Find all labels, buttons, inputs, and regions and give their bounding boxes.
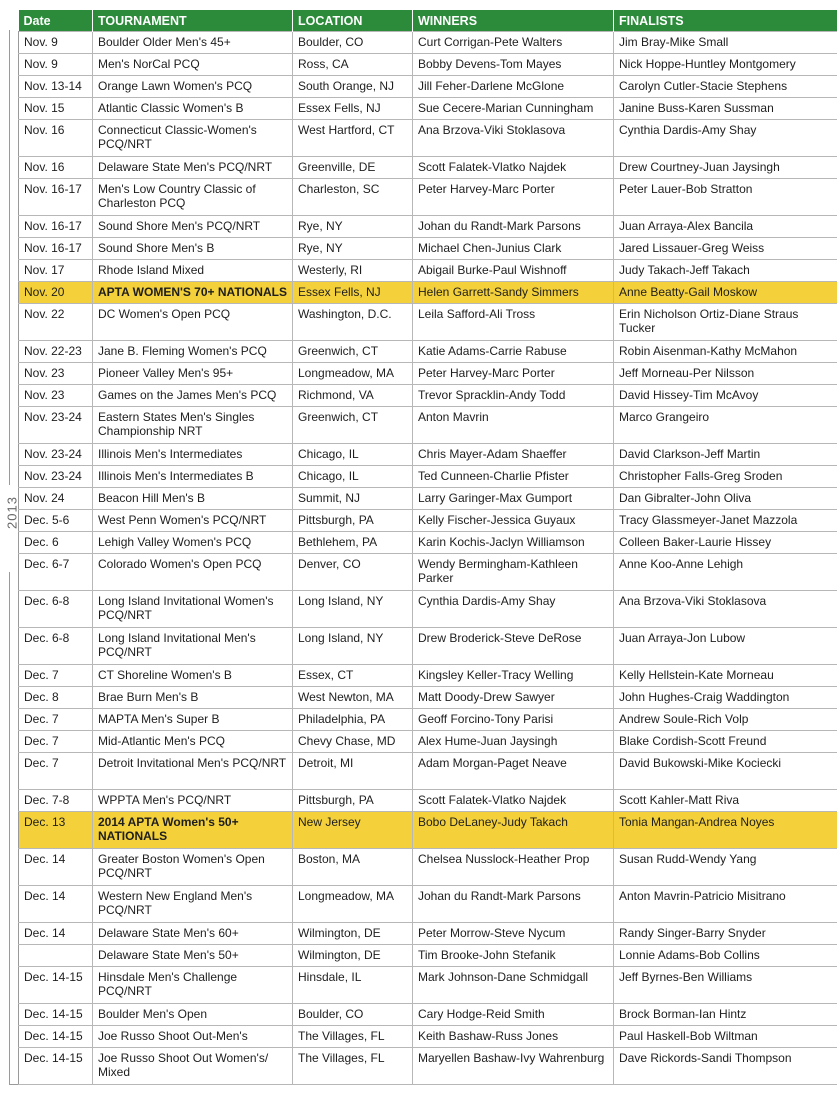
cell-tournament: Long Island Invitational Men's PCQ/NRT: [93, 628, 293, 665]
cell-tournament: Eastern States Men's Singles Championship NRT: [93, 407, 293, 444]
table-row: [19, 554, 837, 591]
cell-date: [19, 945, 93, 967]
cell-finalists: Cynthia Dardis-Amy Shay: [614, 120, 837, 157]
cell-location: Summit, NJ: [293, 488, 413, 510]
cell-location: Ross, CA: [293, 54, 413, 76]
cell-winners: Matt Doody-Drew Sawyer: [413, 687, 614, 709]
cell-winners: Sue Cecere-Marian Cunningham: [413, 98, 614, 120]
table-header-row: [19, 10, 837, 32]
cell-tournament: Atlantic Classic Women's B: [93, 98, 293, 120]
cell-date: Nov. 15: [19, 98, 93, 120]
cell-location: Essex Fells, NJ: [293, 282, 413, 304]
cell-date: Nov. 23: [19, 363, 93, 385]
cell-date: Dec. 7-8: [19, 790, 93, 812]
table-row: [19, 687, 837, 709]
cell-date: Nov. 16: [19, 157, 93, 179]
cell-winners: Abigail Burke-Paul Wishnoff: [413, 260, 614, 282]
table-row: [19, 510, 837, 532]
cell-winners: Wendy Bermingham-Kathleen Parker: [413, 554, 614, 591]
table-row: [19, 260, 837, 282]
table-row: [19, 341, 837, 363]
cell-finalists: Judy Takach-Jeff Takach: [614, 260, 837, 282]
cell-finalists: Jared Lissauer-Greg Weiss: [614, 238, 837, 260]
cell-winners: Johan du Randt-Mark Parsons: [413, 886, 614, 923]
cell-location: Westerly, RI: [293, 260, 413, 282]
cell-location: Chicago, IL: [293, 466, 413, 488]
cell-location: Richmond, VA: [293, 385, 413, 407]
cell-tournament: Detroit Invitational Men's PCQ/NRT: [93, 753, 293, 790]
cell-tournament: Men's Low Country Classic of Charleston PCQ: [93, 179, 293, 216]
cell-finalists: Jeff Byrnes-Ben Williams: [614, 967, 837, 1004]
table-row: [19, 304, 837, 341]
cell-finalists: Christopher Falls-Greg Sroden: [614, 466, 837, 488]
cell-date: Nov. 22: [19, 304, 93, 341]
cell-location: Denver, CO: [293, 554, 413, 591]
cell-tournament: Western New England Men's PCQ/NRT: [93, 886, 293, 923]
cell-date: Nov. 16-17: [19, 238, 93, 260]
cell-tournament: Delaware State Men's 50+: [93, 945, 293, 967]
table-row: [19, 1048, 837, 1085]
cell-location: Pittsburgh, PA: [293, 510, 413, 532]
cell-winners: Johan du Randt-Mark Parsons: [413, 216, 614, 238]
cell-winners: Kingsley Keller-Tracy Welling: [413, 665, 614, 687]
cell-date: Dec. 14: [19, 923, 93, 945]
cell-location: Pittsburgh, PA: [293, 790, 413, 812]
cell-date: Nov. 23-24: [19, 444, 93, 466]
cell-winners: Tim Brooke-John Stefanik: [413, 945, 614, 967]
cell-tournament: Illinois Men's Intermediates B: [93, 466, 293, 488]
cell-winners: Scott Falatek-Vlatko Najdek: [413, 790, 614, 812]
cell-date: Nov. 16-17: [19, 216, 93, 238]
table-row: [19, 385, 837, 407]
cell-date: Dec. 6-8: [19, 628, 93, 665]
cell-finalists: Marco Grangeiro: [614, 407, 837, 444]
cell-location: South Orange, NJ: [293, 76, 413, 98]
cell-finalists: Brock Borman-Ian Hintz: [614, 1004, 837, 1026]
cell-location: Chevy Chase, MD: [293, 731, 413, 753]
cell-tournament: Mid-Atlantic Men's PCQ: [93, 731, 293, 753]
table-row: [19, 753, 837, 790]
cell-tournament: Lehigh Valley Women's PCQ: [93, 532, 293, 554]
cell-tournament: CT Shoreline Women's B: [93, 665, 293, 687]
cell-tournament: Hinsdale Men's Challenge PCQ/NRT: [93, 967, 293, 1004]
table-row: [19, 923, 837, 945]
cell-finalists: Dave Rickords-Sandi Thompson: [614, 1048, 837, 1085]
cell-winners: Ana Brzova-Viki Stoklasova: [413, 120, 614, 157]
cell-finalists: David Bukowski-Mike Kociecki: [614, 753, 837, 790]
cell-date: Nov. 13-14: [19, 76, 93, 98]
table-row: [19, 32, 837, 54]
cell-tournament: Long Island Invitational Women's PCQ/NRT: [93, 591, 293, 628]
cell-finalists: David Hissey-Tim McAvoy: [614, 385, 837, 407]
cell-winners: Anton Mavrin: [413, 407, 614, 444]
cell-winners: Bobby Devens-Tom Mayes: [413, 54, 614, 76]
cell-finalists: Blake Cordish-Scott Freund: [614, 731, 837, 753]
table-row: [19, 591, 837, 628]
cell-date: Dec. 6-8: [19, 591, 93, 628]
table-row: [19, 849, 837, 886]
header-date: Date: [19, 10, 93, 32]
cell-location: Charleston, SC: [293, 179, 413, 216]
cell-location: Greenville, DE: [293, 157, 413, 179]
table-row: [19, 363, 837, 385]
table-row: [19, 945, 837, 967]
cell-tournament: Greater Boston Women's Open PCQ/NRT: [93, 849, 293, 886]
cell-location: Long Island, NY: [293, 591, 413, 628]
table-row: [19, 444, 837, 466]
header-winners: WINNERS: [413, 10, 614, 32]
cell-date: Dec. 7: [19, 753, 93, 790]
table-row: [19, 179, 837, 216]
cell-finalists: Tracy Glassmeyer-Janet Mazzola: [614, 510, 837, 532]
cell-winners: Maryellen Bashaw-Ivy Wahrenburg: [413, 1048, 614, 1085]
cell-finalists: Kelly Hellstein-Kate Morneau: [614, 665, 837, 687]
cell-finalists: Juan Arraya-Alex Bancila: [614, 216, 837, 238]
cell-finalists: David Clarkson-Jeff Martin: [614, 444, 837, 466]
cell-date: Dec. 14: [19, 886, 93, 923]
cell-winners: Michael Chen-Junius Clark: [413, 238, 614, 260]
cell-date: Nov. 16-17: [19, 179, 93, 216]
cell-location: Hinsdale, IL: [293, 967, 413, 1004]
cell-tournament: Brae Burn Men's B: [93, 687, 293, 709]
cell-finalists: Anton Mavrin-Patricio Misitrano: [614, 886, 837, 923]
cell-winners: Peter Morrow-Steve Nycum: [413, 923, 614, 945]
cell-date: Nov. 23: [19, 385, 93, 407]
cell-location: Detroit, MI: [293, 753, 413, 790]
cell-winners: Mark Johnson-Dane Schmidgall: [413, 967, 614, 1004]
cell-tournament: Delaware State Men's PCQ/NRT: [93, 157, 293, 179]
table-row: [19, 466, 837, 488]
cell-date: Nov. 9: [19, 32, 93, 54]
cell-tournament: Rhode Island Mixed: [93, 260, 293, 282]
cell-location: Wilmington, DE: [293, 923, 413, 945]
cell-location: Rye, NY: [293, 216, 413, 238]
cell-finalists: Colleen Baker-Laurie Hissey: [614, 532, 837, 554]
cell-winners: Cynthia Dardis-Amy Shay: [413, 591, 614, 628]
cell-location: Longmeadow, MA: [293, 886, 413, 923]
cell-winners: Drew Broderick-Steve DeRose: [413, 628, 614, 665]
cell-winners: Karin Kochis-Jaclyn Williamson: [413, 532, 614, 554]
table-row: [19, 731, 837, 753]
cell-date: Nov. 23-24: [19, 466, 93, 488]
cell-location: West Newton, MA: [293, 687, 413, 709]
cell-winners: Helen Garrett-Sandy Simmers: [413, 282, 614, 304]
table-row: [19, 488, 837, 510]
cell-tournament: Joe Russo Shoot Out Women's/ Mixed: [93, 1048, 293, 1085]
cell-winners: Geoff Forcino-Tony Parisi: [413, 709, 614, 731]
cell-tournament: Sound Shore Men's B: [93, 238, 293, 260]
table-row: [19, 665, 837, 687]
cell-winners: Leila Safford-Ali Tross: [413, 304, 614, 341]
cell-location: Boston, MA: [293, 849, 413, 886]
cell-winners: Trevor Spracklin-Andy Todd: [413, 385, 614, 407]
cell-date: Dec. 14-15: [19, 1048, 93, 1085]
table-row: [19, 216, 837, 238]
cell-date: Dec. 5-6: [19, 510, 93, 532]
cell-date: Dec. 7: [19, 709, 93, 731]
cell-tournament: Games on the James Men's PCQ: [93, 385, 293, 407]
header-finalists: FINALISTS: [614, 10, 837, 32]
cell-date: Nov. 16: [19, 120, 93, 157]
cell-tournament: Delaware State Men's 60+: [93, 923, 293, 945]
table-row: [19, 238, 837, 260]
results-table: [18, 10, 837, 1085]
cell-date: Dec. 14-15: [19, 1004, 93, 1026]
cell-winners: Chris Mayer-Adam Shaeffer: [413, 444, 614, 466]
cell-location: Bethlehem, PA: [293, 532, 413, 554]
cell-tournament: Sound Shore Men's PCQ/NRT: [93, 216, 293, 238]
cell-location: West Hartford, CT: [293, 120, 413, 157]
cell-location: Greenwich, CT: [293, 341, 413, 363]
cell-tournament: Connecticut Classic-Women's PCQ/NRT: [93, 120, 293, 157]
cell-date: Nov. 17: [19, 260, 93, 282]
table-row: [19, 709, 837, 731]
cell-location: Philadelphia, PA: [293, 709, 413, 731]
cell-date: Dec. 14: [19, 849, 93, 886]
cell-date: Dec. 14-15: [19, 1026, 93, 1048]
cell-location: The Villages, FL: [293, 1048, 413, 1085]
cell-finalists: Anne Koo-Anne Lehigh: [614, 554, 837, 591]
cell-winners: Peter Harvey-Marc Porter: [413, 363, 614, 385]
cell-winners: Alex Hume-Juan Jaysingh: [413, 731, 614, 753]
cell-location: Boulder, CO: [293, 32, 413, 54]
cell-finalists: Anne Beatty-Gail Moskow: [614, 282, 837, 304]
cell-winners: Katie Adams-Carrie Rabuse: [413, 341, 614, 363]
cell-finalists: Randy Singer-Barry Snyder: [614, 923, 837, 945]
table-row: [19, 98, 837, 120]
cell-date: Nov. 9: [19, 54, 93, 76]
cell-winners: Adam Morgan-Paget Neave: [413, 753, 614, 790]
table-row: [19, 1004, 837, 1026]
cell-location: Washington, D.C.: [293, 304, 413, 341]
cell-date: Nov. 23-24: [19, 407, 93, 444]
cell-winners: Scott Falatek-Vlatko Najdek: [413, 157, 614, 179]
table-row: [19, 967, 837, 1004]
cell-date: Nov. 24: [19, 488, 93, 510]
cell-finalists: Juan Arraya-Jon Lubow: [614, 628, 837, 665]
cell-winners: Jill Feher-Darlene McGlone: [413, 76, 614, 98]
cell-finalists: Susan Rudd-Wendy Yang: [614, 849, 837, 886]
cell-location: Essex Fells, NJ: [293, 98, 413, 120]
cell-tournament: Colorado Women's Open PCQ: [93, 554, 293, 591]
cell-location: Boulder, CO: [293, 1004, 413, 1026]
cell-location: Greenwich, CT: [293, 407, 413, 444]
cell-location: Longmeadow, MA: [293, 363, 413, 385]
cell-tournament: Boulder Older Men's 45+: [93, 32, 293, 54]
cell-winners: Keith Bashaw-Russ Jones: [413, 1026, 614, 1048]
cell-tournament: WPPTA Men's PCQ/NRT: [93, 790, 293, 812]
cell-location: Rye, NY: [293, 238, 413, 260]
table-row: [19, 628, 837, 665]
cell-tournament: Jane B. Fleming Women's PCQ: [93, 341, 293, 363]
cell-tournament: Pioneer Valley Men's 95+: [93, 363, 293, 385]
cell-location: Long Island, NY: [293, 628, 413, 665]
cell-winners: Ted Cunneen-Charlie Pfister: [413, 466, 614, 488]
cell-finalists: Lonnie Adams-Bob Collins: [614, 945, 837, 967]
table-row: [19, 54, 837, 76]
cell-date: Dec. 13: [19, 812, 93, 849]
table-row: [19, 120, 837, 157]
cell-location: Wilmington, DE: [293, 945, 413, 967]
table-row: [19, 282, 837, 304]
cell-winners: Cary Hodge-Reid Smith: [413, 1004, 614, 1026]
cell-finalists: John Hughes-Craig Waddington: [614, 687, 837, 709]
cell-finalists: Nick Hoppe-Huntley Montgomery: [614, 54, 837, 76]
margin-rule-bottom: [9, 572, 10, 1084]
cell-winners: Peter Harvey-Marc Porter: [413, 179, 614, 216]
cell-finalists: Robin Aisenman-Kathy McMahon: [614, 341, 837, 363]
cell-tournament: Orange Lawn Women's PCQ: [93, 76, 293, 98]
cell-location: Chicago, IL: [293, 444, 413, 466]
cell-finalists: Janine Buss-Karen Sussman: [614, 98, 837, 120]
cell-date: Dec. 6: [19, 532, 93, 554]
table-row: [19, 76, 837, 98]
cell-finalists: Paul Haskell-Bob Wiltman: [614, 1026, 837, 1048]
cell-tournament: APTA WOMEN'S 70+ NATIONALS: [93, 282, 293, 304]
cell-tournament: DC Women's Open PCQ: [93, 304, 293, 341]
cell-date: Dec. 14-15: [19, 967, 93, 1004]
cell-tournament: 2014 APTA Women's 50+ NATIONALS: [93, 812, 293, 849]
cell-date: Dec. 8: [19, 687, 93, 709]
cell-finalists: Andrew Soule-Rich Volp: [614, 709, 837, 731]
cell-tournament: Joe Russo Shoot Out-Men's: [93, 1026, 293, 1048]
table-row: [19, 790, 837, 812]
cell-location: The Villages, FL: [293, 1026, 413, 1048]
cell-finalists: Peter Lauer-Bob Stratton: [614, 179, 837, 216]
header-location: LOCATION: [293, 10, 413, 32]
cell-date: Nov. 20: [19, 282, 93, 304]
cell-finalists: Erin Nicholson Ortiz-Diane Straus Tucker: [614, 304, 837, 341]
cell-finalists: Tonia Mangan-Andrea Noyes: [614, 812, 837, 849]
cell-winners: Bobo DeLaney-Judy Takach: [413, 812, 614, 849]
cell-finalists: Jim Bray-Mike Small: [614, 32, 837, 54]
table-row: [19, 812, 837, 849]
cell-winners: Larry Garinger-Max Gumport: [413, 488, 614, 510]
table-row: [19, 157, 837, 179]
table-row: [19, 1026, 837, 1048]
cell-tournament: West Penn Women's PCQ/NRT: [93, 510, 293, 532]
cell-finalists: Carolyn Cutler-Stacie Stephens: [614, 76, 837, 98]
table-body: [19, 32, 837, 1085]
cell-finalists: Ana Brzova-Viki Stoklasova: [614, 591, 837, 628]
cell-winners: Kelly Fischer-Jessica Guyaux: [413, 510, 614, 532]
cell-winners: Chelsea Nusslock-Heather Prop: [413, 849, 614, 886]
table-row: [19, 532, 837, 554]
cell-finalists: Scott Kahler-Matt Riva: [614, 790, 837, 812]
cell-winners: Curt Corrigan-Pete Walters: [413, 32, 614, 54]
table-row: [19, 407, 837, 444]
cell-finalists: Jeff Morneau-Per Nilsson: [614, 363, 837, 385]
header-tournament: TOURNAMENT: [93, 10, 293, 32]
cell-location: New Jersey: [293, 812, 413, 849]
cell-location: Essex, CT: [293, 665, 413, 687]
margin-rule-top: [9, 30, 10, 485]
cell-date: Nov. 22-23: [19, 341, 93, 363]
cell-date: Dec. 7: [19, 731, 93, 753]
table-row: [19, 886, 837, 923]
cell-date: Dec. 6-7: [19, 554, 93, 591]
cell-tournament: Men's NorCal PCQ: [93, 54, 293, 76]
cell-tournament: MAPTA Men's Super B: [93, 709, 293, 731]
cell-tournament: Illinois Men's Intermediates: [93, 444, 293, 466]
cell-finalists: Drew Courtney-Juan Jaysingh: [614, 157, 837, 179]
cell-finalists: Dan Gibralter-John Oliva: [614, 488, 837, 510]
cell-tournament: Boulder Men's Open: [93, 1004, 293, 1026]
cell-date: Dec. 7: [19, 665, 93, 687]
year-label: 2013: [4, 496, 20, 529]
cell-tournament: Beacon Hill Men's B: [93, 488, 293, 510]
